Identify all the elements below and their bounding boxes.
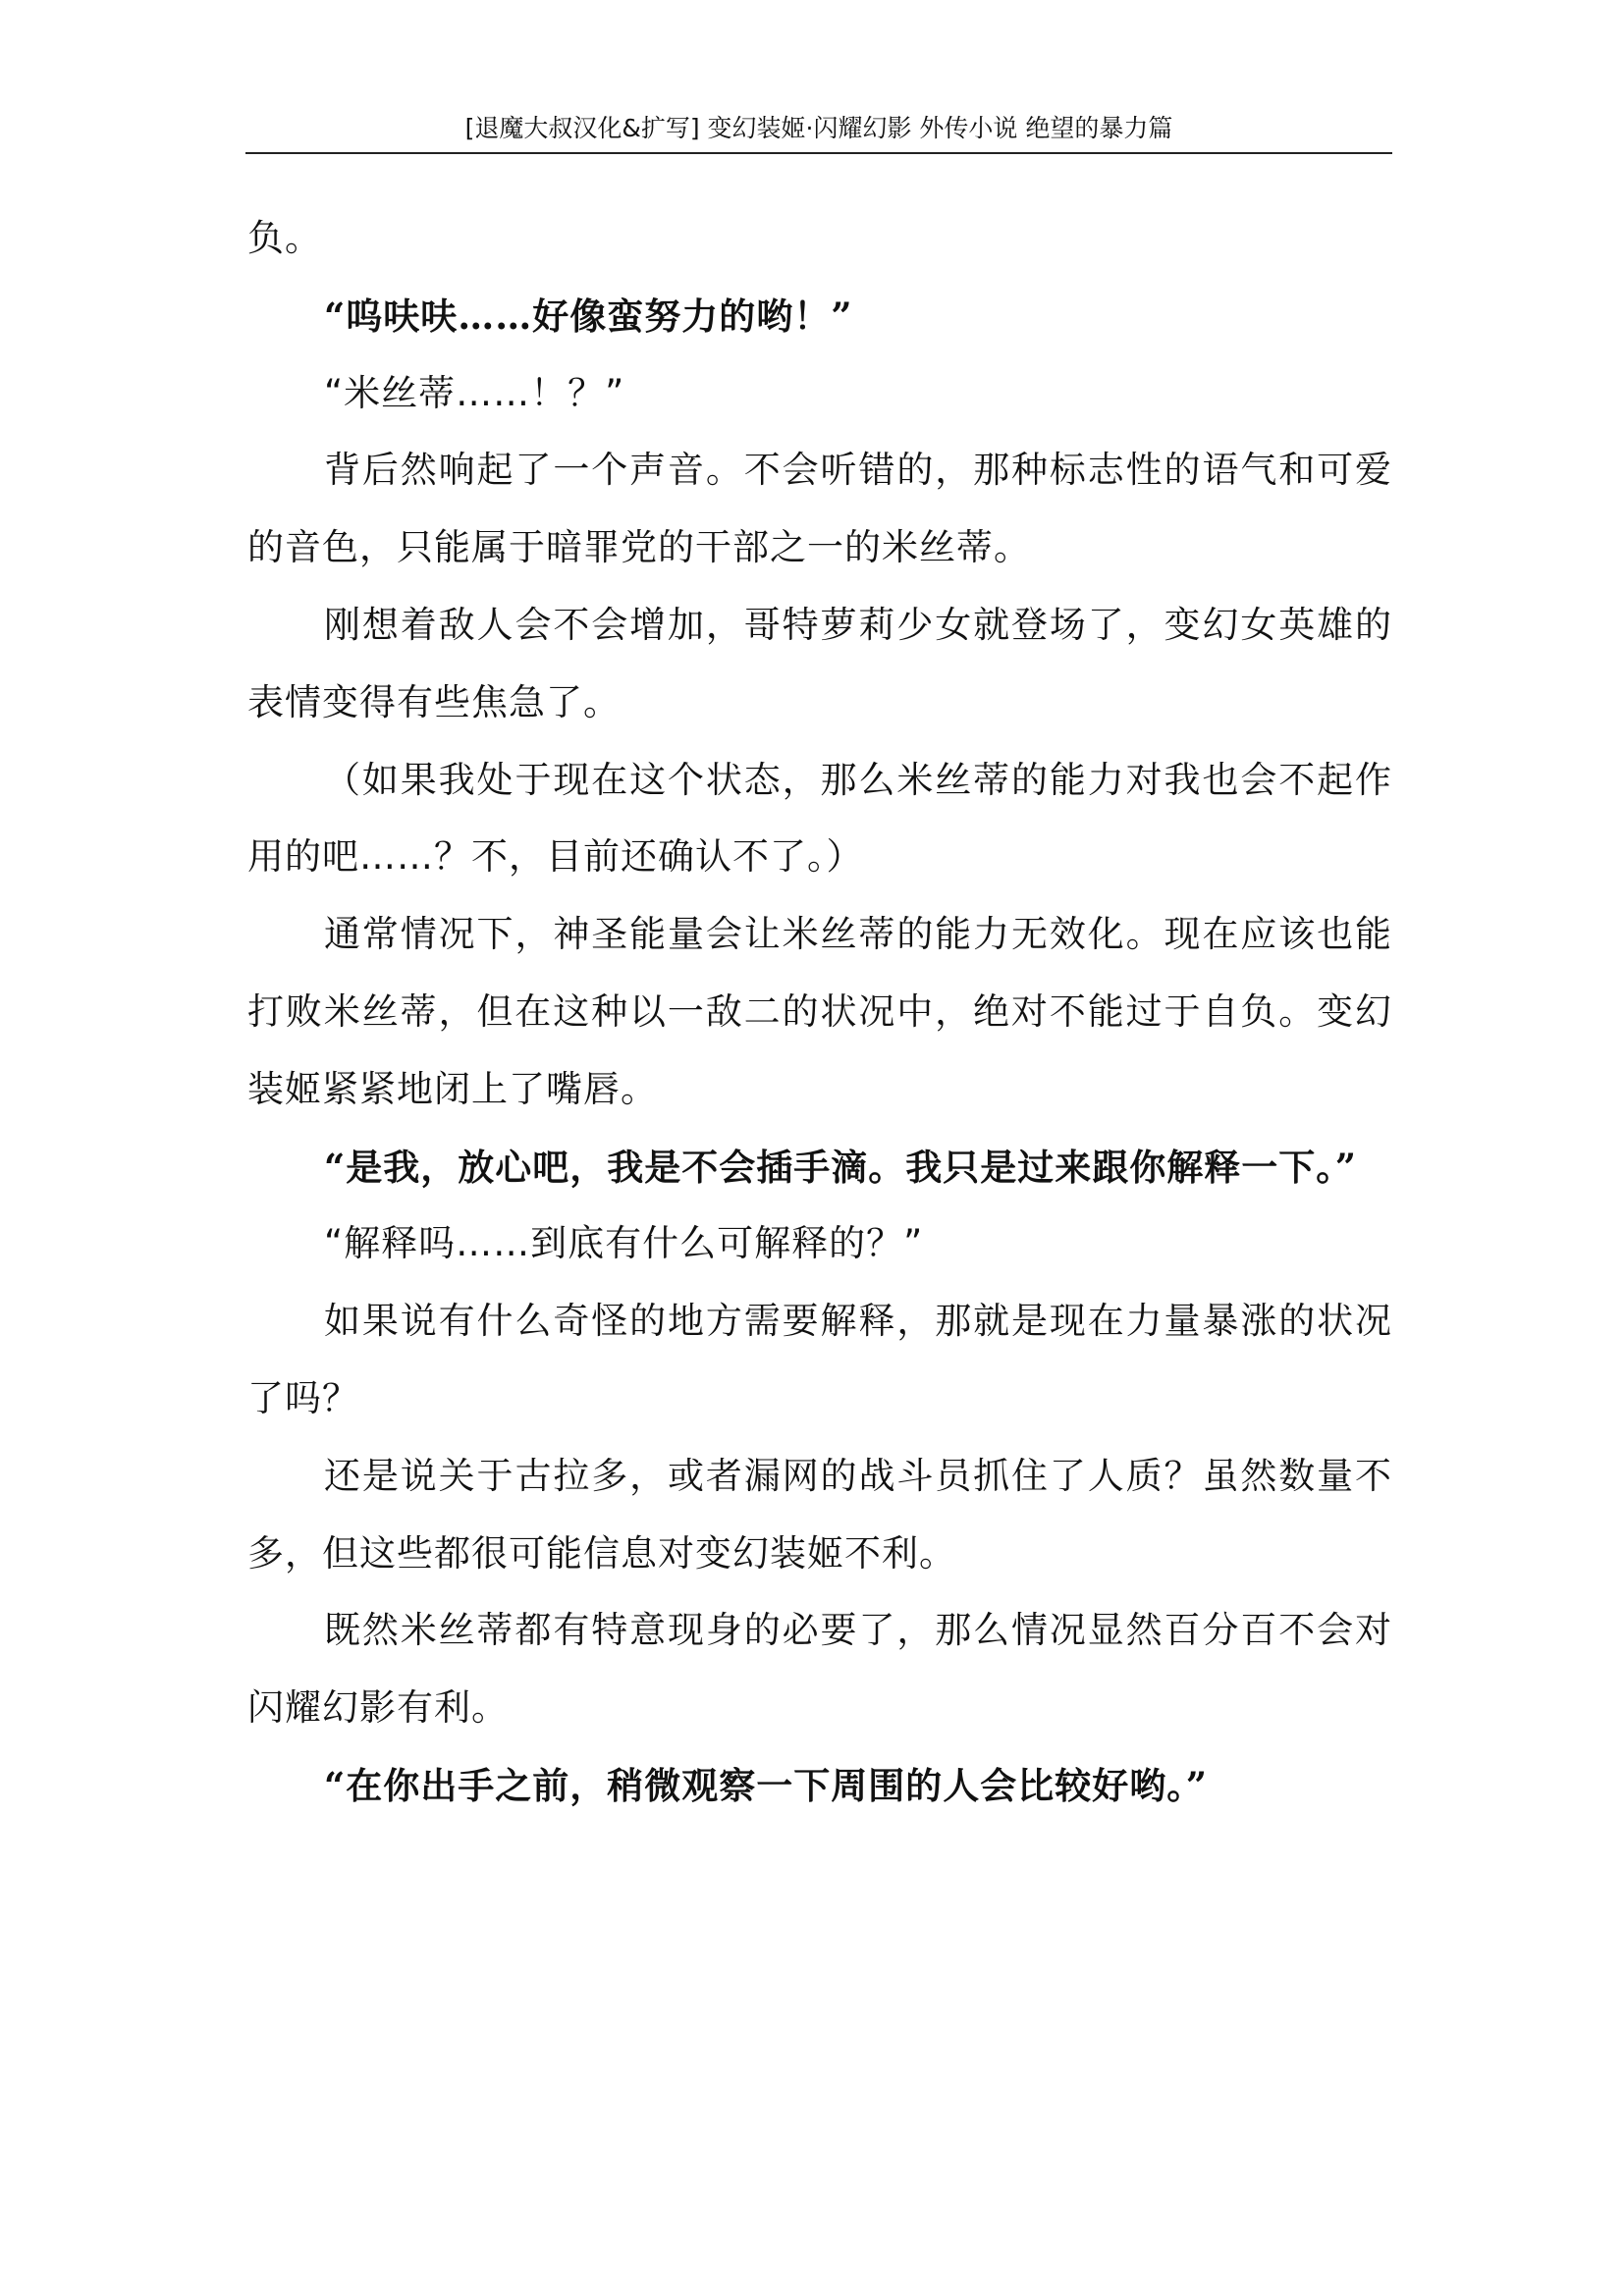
- paragraph: 还是说关于古拉多，或者漏网的战斗员抓住了人质？虽然数量不多，但这些都很可能信息对变幻装姬不利。: [247, 1454, 1392, 1575]
- dialogue-paragraph: “是我，放心吧，我是不会插手滴。我只是过来跟你解释一下。”: [324, 1145, 1358, 1189]
- paragraph: 刚想着敌人会不会增加，哥特萝莉少女就登场了，变幻女英雄的表情变得有些焦急了。: [247, 603, 1392, 723]
- paragraph: 通常情况下，神圣能量会让米丝蒂的能力无效化。现在应该也能打败米丝蒂，但在这种以一敌二的状况中，绝对不能过于自负。变幻装姬紧紧地闭上了嘴唇。: [247, 913, 1392, 1110]
- running-header: [退魔大叔汉化&扩写] 变幻装姬·闪耀幻影 外传小说 绝望的暴力篇: [464, 114, 1173, 142]
- paragraph: 既然米丝蒂都有特意现身的必要了，那么情况显然百分百不会对闪耀幻影有利。: [247, 1609, 1392, 1730]
- paragraph: 背后然响起了一个声音。不会听错的，那种标志性的语气和可爱的音色，只能属于暗罪党的干部之一的米丝蒂。: [247, 449, 1392, 569]
- dialogue-paragraph: “米丝蒂……！？”: [324, 371, 625, 414]
- dialogue-paragraph: “呜呋呋……好像蛮努力的哟！”: [324, 294, 853, 338]
- paragraph: （如果我处于现在这个状态，那么米丝蒂的能力对我也会不起作用的吧……？不，目前还确认不了。）: [247, 758, 1392, 879]
- paragraph: 负。: [247, 217, 322, 259]
- paragraph: 如果说有什么奇怪的地方需要解释，那就是现在力量暴涨的状况了吗？: [247, 1300, 1392, 1419]
- body-text: [247, 200, 1392, 1825]
- dialogue-paragraph: “解释吗……到底有什么可解释的？”: [324, 1222, 924, 1265]
- dialogue-paragraph: “在你出手之前，稍微观察一下周围的人会比较好哟。”: [324, 1763, 1209, 1807]
- header-divider: [245, 152, 1392, 154]
